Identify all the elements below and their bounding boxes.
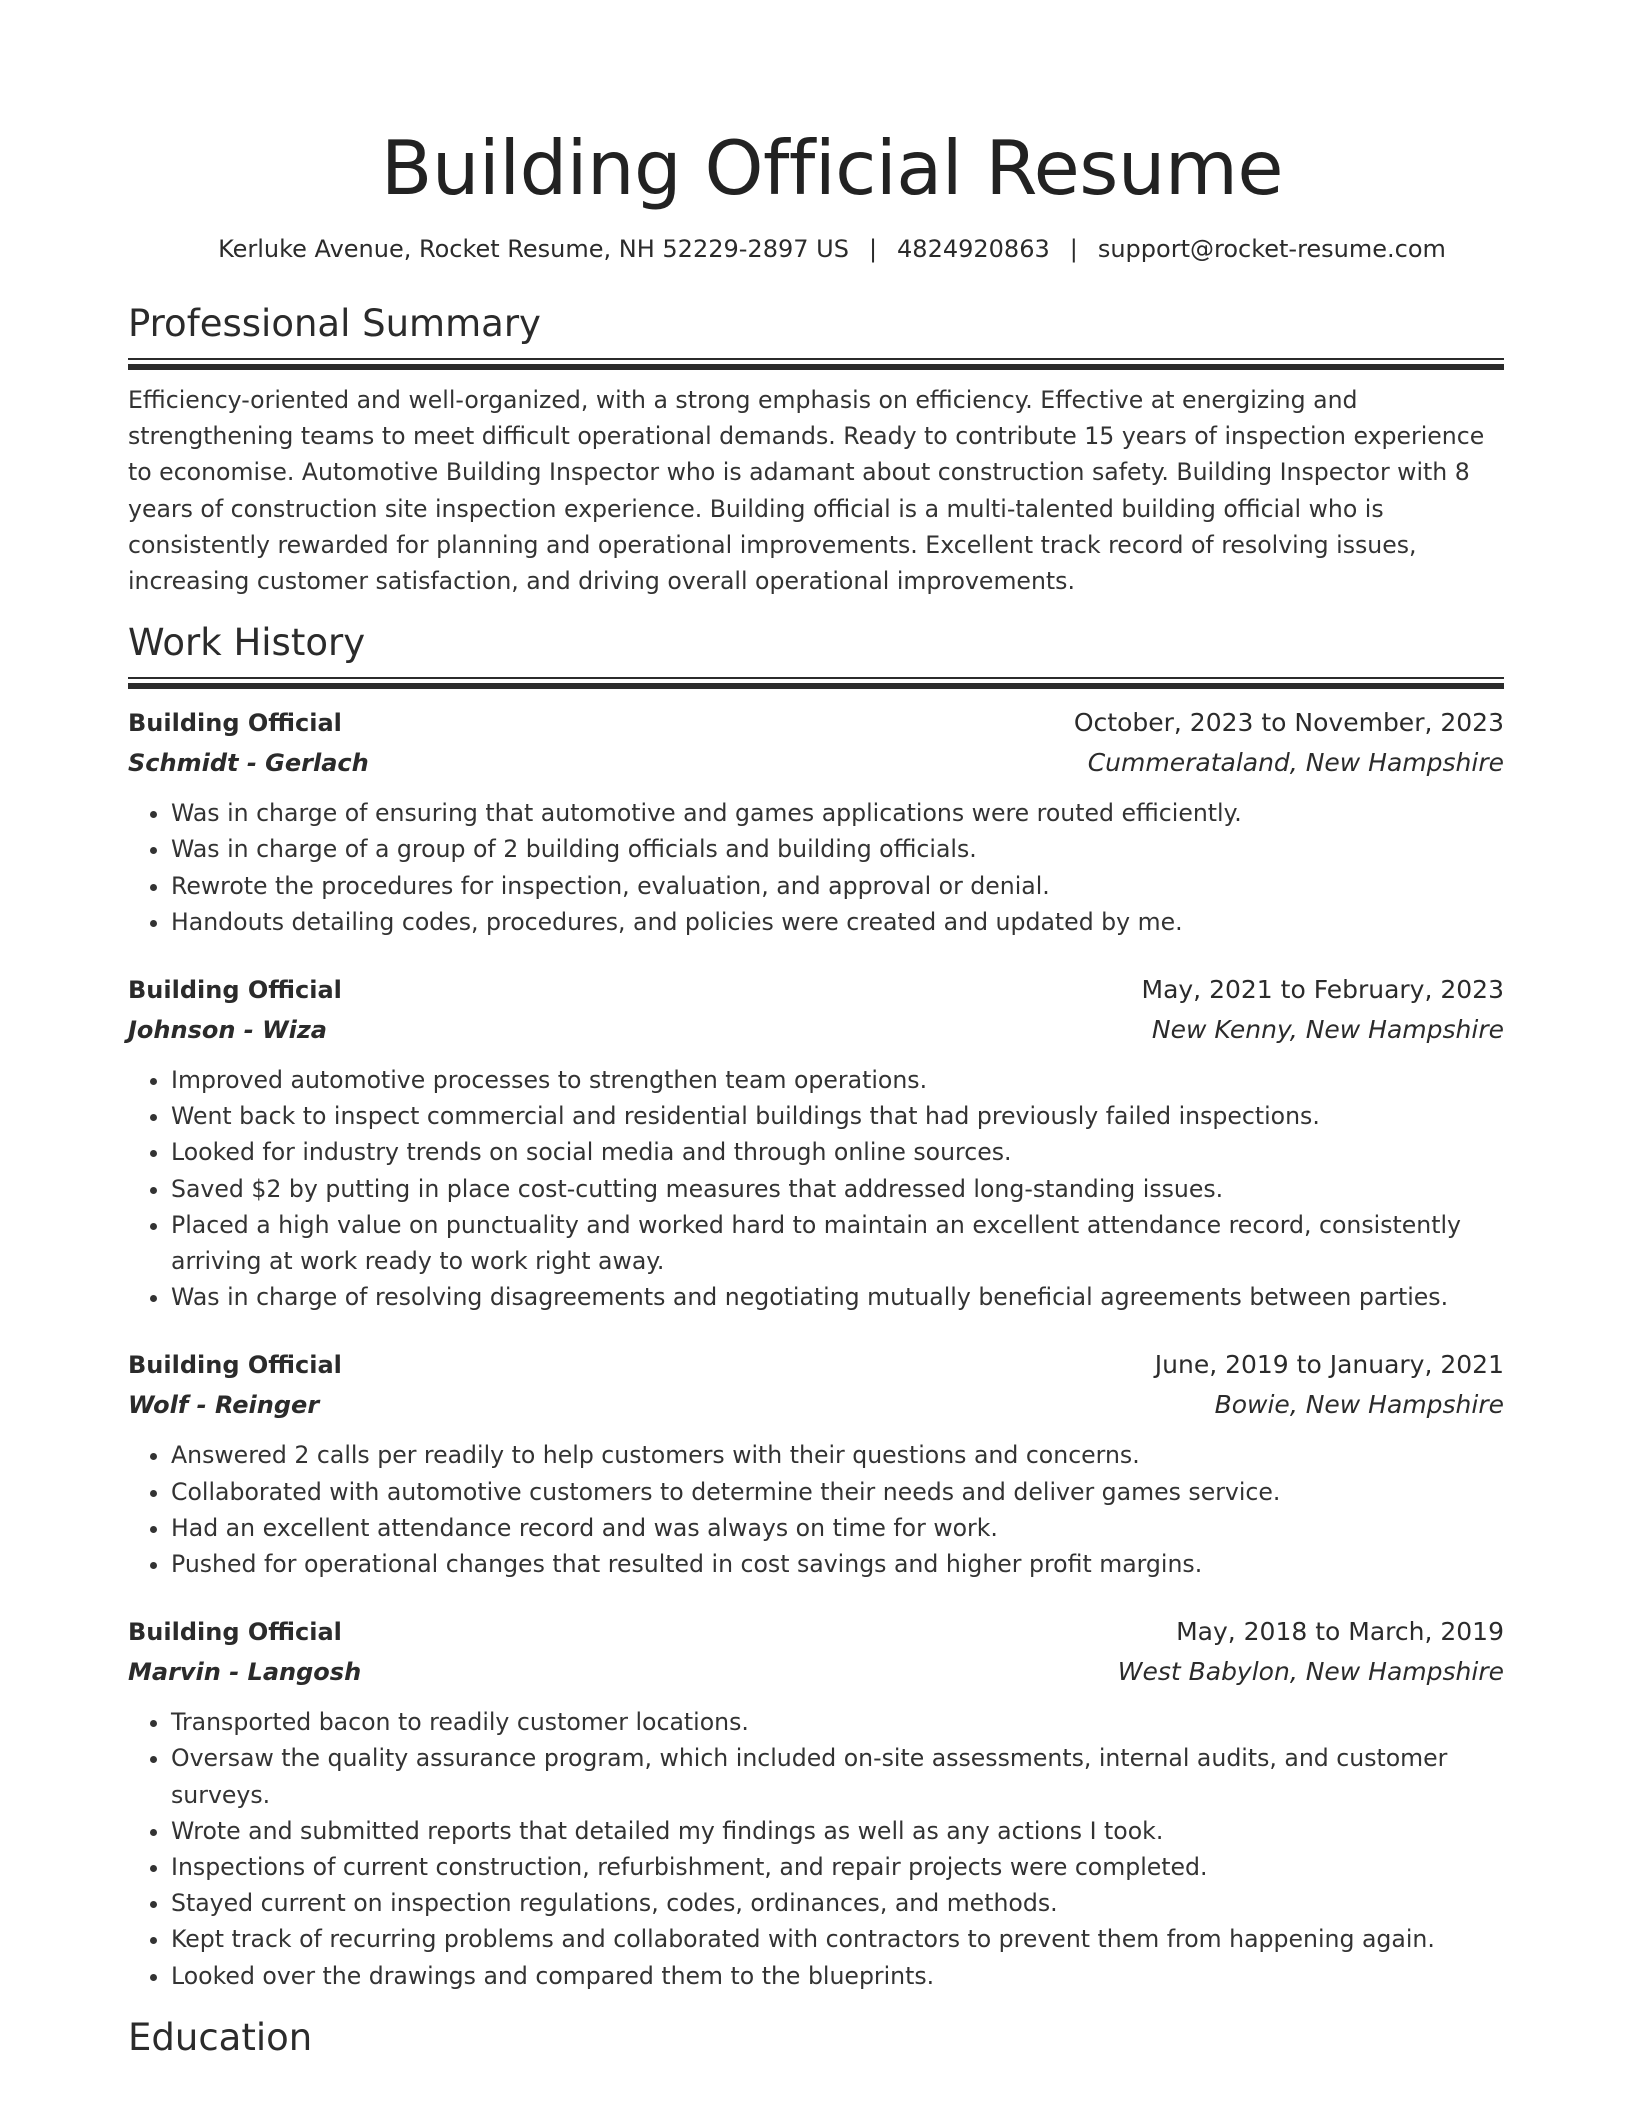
education-section	[128, 2016, 1504, 2060]
job-bullet: • Was in charge of a group of 2 building officials and building officials.	[171, 831, 1504, 867]
job-company-row	[128, 743, 1504, 783]
job-bullet: • Answered 2 calls per readily to help customers with their questions and concerns.	[171, 1437, 1504, 1473]
job-title: Building Official	[128, 1351, 342, 1380]
job-bullet-list	[128, 795, 1504, 940]
job-bullet: • Was in charge of ensuring that automotive and games applications were routed efficiently.	[171, 795, 1504, 831]
job-bullet: • Pushed for operational changes that resulted in cost savings and higher profit margins.	[171, 1546, 1504, 1582]
job-dates: May, 2018 to March, 2019	[1176, 1617, 1504, 1647]
work-history-section	[128, 621, 1504, 1994]
job-company-row	[128, 1652, 1504, 1692]
job-header-row	[128, 1612, 1504, 1652]
job-location: West Babylon, New Hampshire	[1117, 1657, 1504, 1687]
section-divider	[128, 677, 1504, 689]
job-dates: May, 2021 to February, 2023	[1141, 975, 1504, 1005]
job-header-row	[128, 970, 1504, 1010]
job-company: Schmidt - Gerlach	[128, 749, 369, 778]
job-company-row	[128, 1010, 1504, 1050]
contact-separator: |	[868, 235, 878, 263]
job-header-row	[128, 1345, 1504, 1385]
job-dates: June, 2019 to January, 2021	[1154, 1350, 1504, 1380]
job-bullet: • Looked over the drawings and compared them to the blueprints.	[171, 1958, 1504, 1994]
work-history-heading: Work History	[128, 621, 366, 665]
job-header-row	[128, 703, 1504, 743]
job-bullet: • Saved $2 by putting in place cost-cutting measures that addressed long-standing issues.	[171, 1171, 1504, 1207]
job-bullet: • Rewrote the procedures for inspection, evaluation, and approval or denial.	[171, 868, 1504, 904]
job-title: Building Official	[128, 976, 342, 1005]
job-entry	[128, 703, 1504, 940]
job-bullet: • Transported bacon to readily customer locations.	[171, 1704, 1504, 1740]
job-location: Bowie, New Hampshire	[1214, 1390, 1504, 1420]
job-location: Cummerataland, New Hampshire	[1087, 748, 1504, 778]
job-company: Wolf - Reinger	[128, 1391, 320, 1420]
resume-page	[128, 0, 1504, 2060]
job-bullet: • Oversaw the quality assurance program, which included on-site assessments, internal audits, and customer surveys.	[171, 1740, 1504, 1812]
summary-text: Efficiency-oriented and well-organized, with a strong emphasis on efficiency. Effective at energizing and strengthening teams to meet difficult operational demands. Ready to contribute 15 years of inspection experience to economise. Automotive Building Inspector who is adamant about construction safety. Building Inspector with 8 years of construction site inspection experience. Building official is a multi-talented building official who is consistently rewarded for planning and operational improvements. Excellent track record of resolving issues, increasing customer satisfaction, and driving overall operational improvements.	[128, 386, 1485, 596]
resume-title: Building Official Resume	[380, 124, 1284, 212]
job-company: Marvin - Langosh	[128, 1658, 362, 1687]
job-bullet: • Inspections of current construction, refurbishment, and repair projects were completed.	[171, 1849, 1504, 1885]
job-entry	[128, 970, 1504, 1315]
job-title: Building Official	[128, 709, 342, 738]
job-bullet: • Wrote and submitted reports that detailed my findings as well as any actions I took.	[171, 1813, 1504, 1849]
job-bullet: • Kept track of recurring problems and collaborated with contractors to prevent them from happening again.	[171, 1921, 1504, 1957]
section-divider	[128, 358, 1504, 370]
job-title: Building Official	[128, 1618, 342, 1647]
job-bullet-list	[128, 1062, 1504, 1315]
contact-line	[144, 234, 1520, 264]
job-company-row	[128, 1385, 1504, 1425]
job-bullet: • Was in charge of resolving disagreements and negotiating mutually beneficial agreements between parties.	[171, 1279, 1504, 1315]
job-bullet: • Went back to inspect commercial and residential buildings that had previously failed inspections.	[171, 1098, 1504, 1134]
job-company: Johnson - Wiza	[128, 1016, 327, 1045]
job-bullet: • Handouts detailing codes, procedures, and policies were created and updated by me.	[171, 904, 1504, 940]
job-entry	[128, 1612, 1504, 1994]
job-bullet: • Looked for industry trends on social media and through online sources.	[171, 1134, 1504, 1170]
job-bullet: • Stayed current on inspection regulations, codes, ordinances, and methods.	[171, 1885, 1504, 1921]
job-bullet-list	[128, 1704, 1504, 1994]
summary-heading: Professional Summary	[128, 302, 541, 345]
job-entry	[128, 1345, 1504, 1582]
summary-section	[128, 302, 1504, 599]
job-bullet: • Had an excellent attendance record and was always on time for work.	[171, 1510, 1504, 1546]
job-bullet: • Improved automotive processes to strengthen team operations.	[171, 1062, 1504, 1098]
job-location: New Kenny, New Hampshire	[1151, 1015, 1504, 1045]
job-bullet: • Collaborated with automotive customers to determine their needs and deliver games service.	[171, 1474, 1504, 1510]
job-bullet-list	[128, 1437, 1504, 1582]
contact-phone: 4824920863	[897, 235, 1050, 263]
contact-separator: |	[1069, 235, 1078, 263]
education-heading: Education	[128, 2015, 313, 2059]
contact-email: support@rocket-resume.com	[1097, 235, 1446, 263]
job-bullet: • Placed a high value on punctuality and worked hard to maintain an excellent attendance record, consistently arriving at work ready to work right away.	[171, 1207, 1504, 1279]
job-dates: October, 2023 to November, 2023	[1073, 708, 1504, 738]
contact-address: Kerluke Avenue, Rocket Resume, NH 52229-2897 US	[218, 235, 849, 263]
